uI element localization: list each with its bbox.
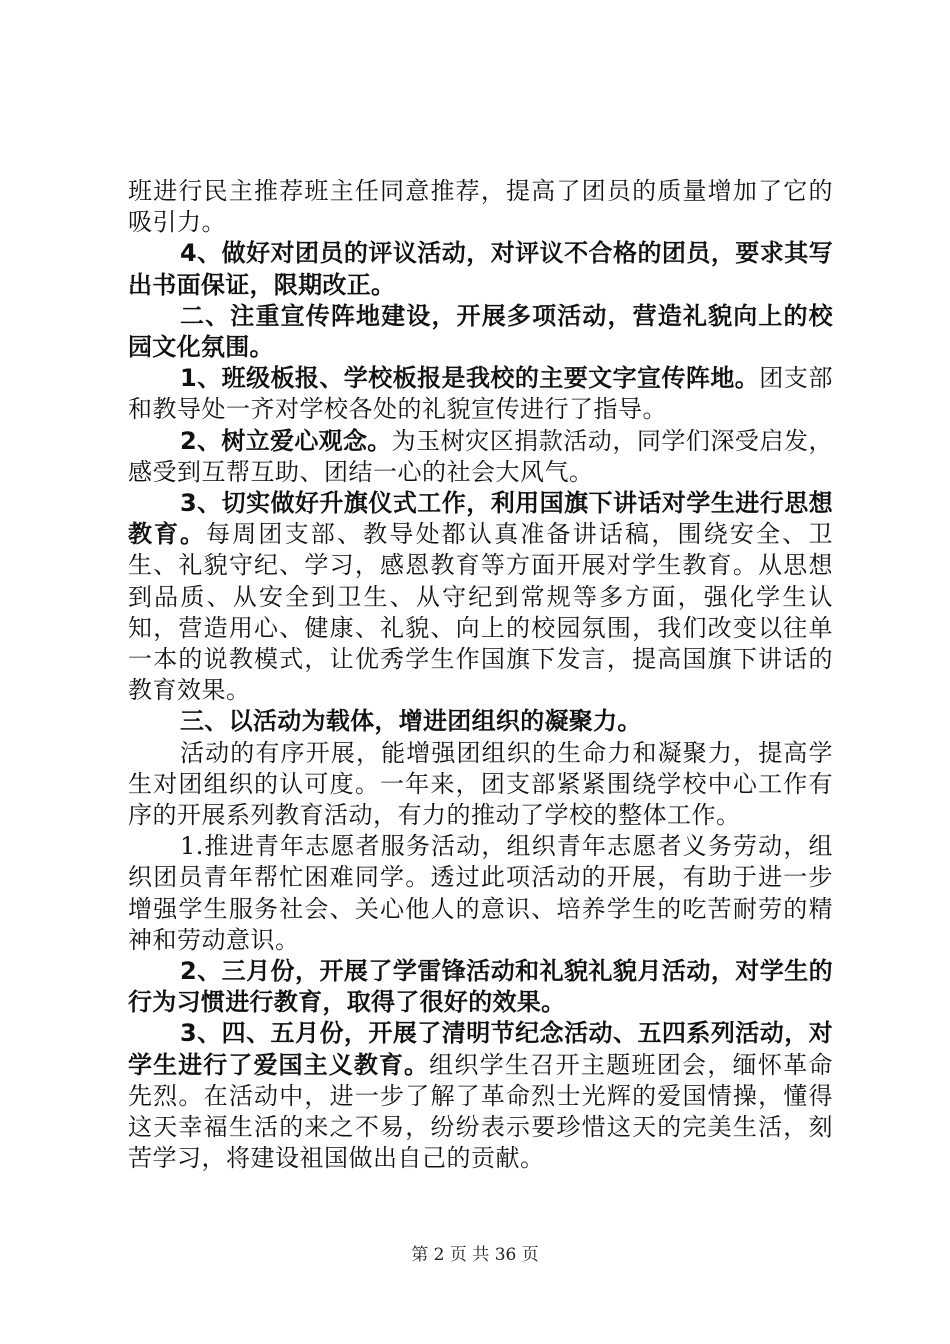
paragraph-text: 团支部和教导处一齐对学校各处的礼貌宣传进行了指导。 xyxy=(128,364,833,424)
paragraph-heading: 2、三月份，开展了学雷锋活动和礼貌礼貌月活动，对学生的行为习惯进行教育，取得了很好的效果。 xyxy=(128,957,833,1017)
paragraph-text: 活动的有序开展，能增强团组织的生命力和凝聚力，提高学生对团组织的认可度。一年来，团支部紧紧围绕学校中心工作有序的开展系列教育活动，有力的推动了学校的整体工作。 xyxy=(128,738,833,830)
paragraph xyxy=(128,706,833,737)
paragraph xyxy=(128,301,833,363)
paragraph xyxy=(128,1018,833,1174)
paragraph-heading: 三、以活动为载体，增进团组织的凝聚力。 xyxy=(180,707,642,736)
paragraph xyxy=(128,426,833,488)
paragraph-text: 班进行民主推荐班主任同意推荐，提高了团员的质量增加了它的吸引力。 xyxy=(128,177,833,237)
paragraph-heading: 3、切实做好升旗仪式工作，利用国旗下讲话对学生进行思想教育。 xyxy=(128,489,833,549)
paragraph-text: 为玉树灾区捐款活动，同学们深受启发，感受到互帮互助、团结一心的社会大风气。 xyxy=(128,426,833,486)
paragraph xyxy=(128,488,833,706)
paragraph xyxy=(128,238,833,300)
paragraph-text: 1.推进青年志愿者服务活动，组织青年志愿者义务劳动，组织团员青年帮忙困难同学。透过此项活动的开展，有助于进一步增强学生服务社会、关心他人的意识、培养学生的吃苦耐劳的精神和劳动意识。 xyxy=(128,832,833,954)
paragraph xyxy=(128,176,833,238)
paragraph-heading: 1、班级板报、学校板报是我校的主要文字宣传阵地。 xyxy=(180,364,760,393)
paragraph xyxy=(128,831,833,956)
paragraph xyxy=(128,738,833,832)
paragraph-text: 每周团支部、教导处都认真准备讲话稿，围绕安全、卫生、礼貌守纪、学习，感恩教育等方面开展对学生教育。从思想到品质、从安全到卫生、从守纪到常规等多方面，强化学生认知，营造用心、健康、礼貌、向上的校园氛围，我们改变以往单一本的说教模式，让优秀学生作国旗下发言，提高国旗下讲话的教育效果。 xyxy=(128,520,834,705)
paragraph-text: 组织学生召开主题班团会，缅怀革命先烈。在活动中，进一步了解了革命烈士光辉的爱国情操，懂得这天幸福生活的来之不易，纷纷表示要珍惜这天的完美生活，刻苦学习，将建设祖国做出自己的贡献。 xyxy=(128,1050,833,1173)
document-body xyxy=(128,176,833,1175)
paragraph xyxy=(128,956,833,1018)
paragraph-heading: 4、做好对团员的评议活动，对评议不合格的团员，要求其写出书面保证，限期改正。 xyxy=(128,239,833,299)
paragraph-heading: 二、注重宣传阵地建设，开展多项活动，营造礼貌向上的校园文化氛围。 xyxy=(128,301,833,362)
paragraph-heading: 2、树立爱心观念。 xyxy=(180,426,392,455)
paragraph-heading: 3、四、五月份，开展了清明节纪念活动、五四系列活动，对学生进行了爱国主义教育。 xyxy=(128,1019,833,1079)
page-footer: 第 2 页 共 36 页 xyxy=(411,1245,539,1265)
paragraph xyxy=(128,363,833,425)
